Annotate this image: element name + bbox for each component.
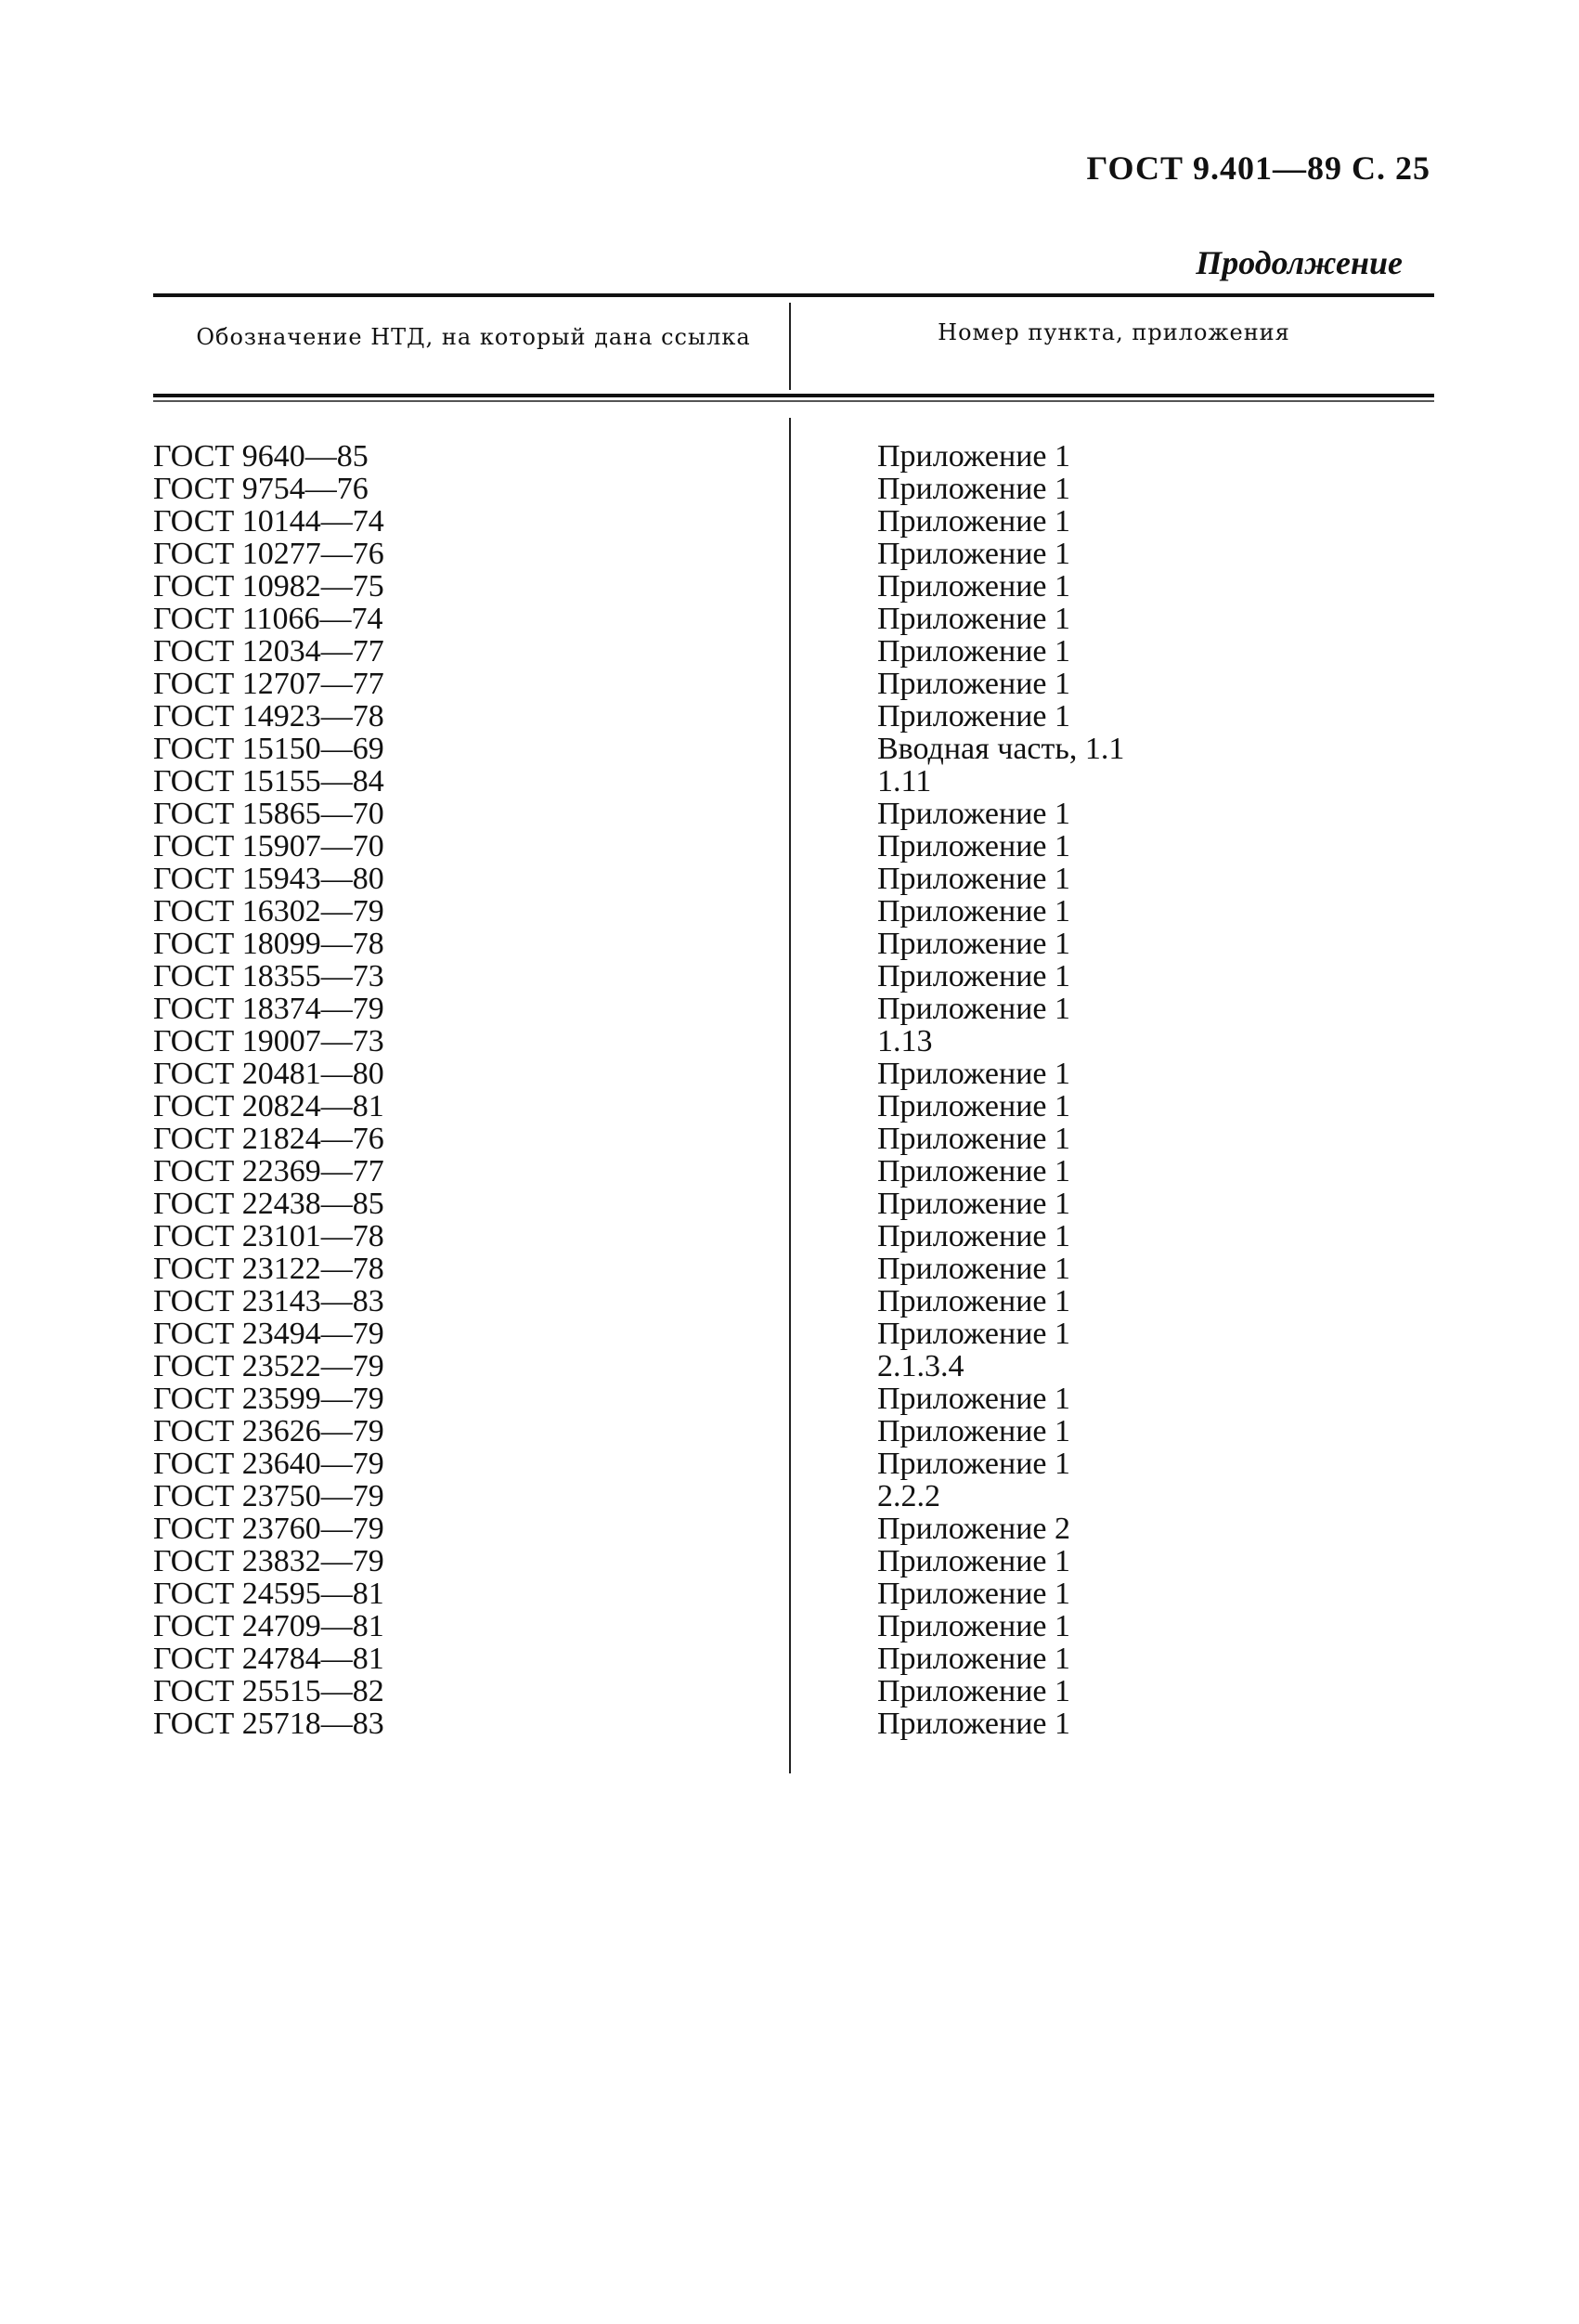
table-row-ntd: ГОСТ 21824—76 [153,1122,384,1156]
table-row-ntd: ГОСТ 23599—79 [153,1382,384,1416]
table-row-ntd: ГОСТ 10144—74 [153,504,384,539]
table-row-item: Приложение 1 [877,634,1070,669]
table-row-ntd: ГОСТ 23143—83 [153,1284,384,1318]
table-row-ntd: ГОСТ 10982—75 [153,569,384,604]
table-row-ntd: ГОСТ 10277—76 [153,537,384,571]
table-row-item: Приложение 1 [877,699,1070,734]
table-row-item: Вводная часть, 1.1 [877,732,1125,766]
table-row-ntd: ГОСТ 15907—70 [153,829,384,863]
table-row-item: Приложение 1 [877,959,1070,993]
table-row-item: Приложение 1 [877,439,1070,474]
table-row-ntd: ГОСТ 18099—78 [153,927,384,961]
table-row-item: Приложение 1 [877,1317,1070,1351]
table-row-item: Приложение 1 [877,1382,1070,1416]
column-header-item: Номер пункта, приложения [938,319,1290,345]
table-row-item: Приложение 1 [877,829,1070,863]
table-row-ntd: ГОСТ 23640—79 [153,1447,384,1481]
header-bottom-rule [153,394,1434,397]
table-row-item: Приложение 1 [877,1057,1070,1091]
header-column-divider [789,303,791,390]
table-row-ntd: ГОСТ 23750—79 [153,1479,384,1513]
table-row-ntd: ГОСТ 11066—74 [153,602,383,636]
table-row-ntd: ГОСТ 18355—73 [153,959,384,993]
table-row-item: Приложение 1 [877,1544,1070,1578]
table-row-item: Приложение 1 [877,504,1070,539]
table-row-item: 2.2.2 [877,1479,940,1513]
table-row-item: Приложение 1 [877,667,1070,701]
table-top-rule [153,293,1434,297]
ntd-column [153,440,766,1740]
item-column [877,440,1434,1740]
table-row-ntd: ГОСТ 15155—84 [153,764,384,798]
table-row-ntd: ГОСТ 19007—73 [153,1024,384,1058]
table-row-item: Приложение 1 [877,1609,1070,1643]
table-row-item: Приложение 1 [877,1674,1070,1708]
table-row-ntd: ГОСТ 12707—77 [153,667,384,701]
continuation-label: Продолжение [1196,244,1403,281]
table-row-ntd: ГОСТ 23522—79 [153,1349,384,1383]
table-row-ntd: ГОСТ 22438—85 [153,1187,384,1221]
table-row-item: Приложение 1 [877,1187,1070,1221]
header-bottom-rule-thin [153,400,1434,402]
table-row-item: 1.13 [877,1024,933,1058]
table-row-item: Приложение 1 [877,1642,1070,1676]
table-row-item: 1.11 [877,764,932,798]
table-row-ntd: ГОСТ 23122—78 [153,1252,384,1286]
table-row-item: Приложение 1 [877,602,1070,636]
running-title: ГОСТ 9.401—89 С. 25 [1086,149,1430,187]
table-row-ntd: ГОСТ 18374—79 [153,992,384,1026]
table-row-item: Приложение 1 [877,1707,1070,1741]
table-row-item: Приложение 1 [877,992,1070,1026]
table-row-item: Приложение 1 [877,1219,1070,1253]
table-row-ntd: ГОСТ 14923—78 [153,699,384,734]
table-row-ntd: ГОСТ 9754—76 [153,472,369,506]
table-row-item: Приложение 1 [877,797,1070,831]
table-row-item: Приложение 1 [877,894,1070,928]
table-row-ntd: ГОСТ 16302—79 [153,894,384,928]
table-row-ntd: ГОСТ 25718—83 [153,1707,384,1741]
table-row-ntd: ГОСТ 22369—77 [153,1154,384,1188]
body-column-divider [789,418,791,1773]
table-row-ntd: ГОСТ 23760—79 [153,1512,384,1546]
table-row-ntd: ГОСТ 12034—77 [153,634,384,669]
table-row-ntd: ГОСТ 24709—81 [153,1609,384,1643]
table-row-item: Приложение 1 [877,1577,1070,1611]
table-row-ntd: ГОСТ 23626—79 [153,1414,384,1448]
table-row-item: Приложение 1 [877,927,1070,961]
table-row-item: Приложение 1 [877,569,1070,604]
table-row-item: Приложение 1 [877,1089,1070,1123]
table-row-item: Приложение 1 [877,1414,1070,1448]
table-row-ntd: ГОСТ 25515—82 [153,1674,384,1708]
table-row-item: Приложение 1 [877,537,1070,571]
table-row-item: Приложение 1 [877,1447,1070,1481]
table-row-ntd: ГОСТ 23832—79 [153,1544,384,1578]
table-row-item: Приложение 1 [877,1122,1070,1156]
table-row-item: Приложение 1 [877,1154,1070,1188]
table-row-item: Приложение 2 [877,1512,1070,1546]
column-header-ntd: Обозначение НТД, на который дана ссылка [196,324,751,350]
table-row-ntd: ГОСТ 15150—69 [153,732,384,766]
table-row-ntd: ГОСТ 24595—81 [153,1577,384,1611]
table-row-item: Приложение 1 [877,1284,1070,1318]
table-row-ntd: ГОСТ 23101—78 [153,1219,384,1253]
table-row-item: Приложение 1 [877,1252,1070,1286]
table-row-ntd: ГОСТ 20824—81 [153,1089,384,1123]
table-row-ntd: ГОСТ 20481—80 [153,1057,384,1091]
table-row-ntd: ГОСТ 9640—85 [153,439,369,474]
table-row-item: Приложение 1 [877,472,1070,506]
table-row-ntd: ГОСТ 24784—81 [153,1642,384,1676]
table-row-ntd: ГОСТ 15865—70 [153,797,384,831]
table-row-ntd: ГОСТ 23494—79 [153,1317,384,1351]
table-row-item: 2.1.3.4 [877,1349,964,1383]
table-row-item: Приложение 1 [877,862,1070,896]
table-row-ntd: ГОСТ 15943—80 [153,862,384,896]
